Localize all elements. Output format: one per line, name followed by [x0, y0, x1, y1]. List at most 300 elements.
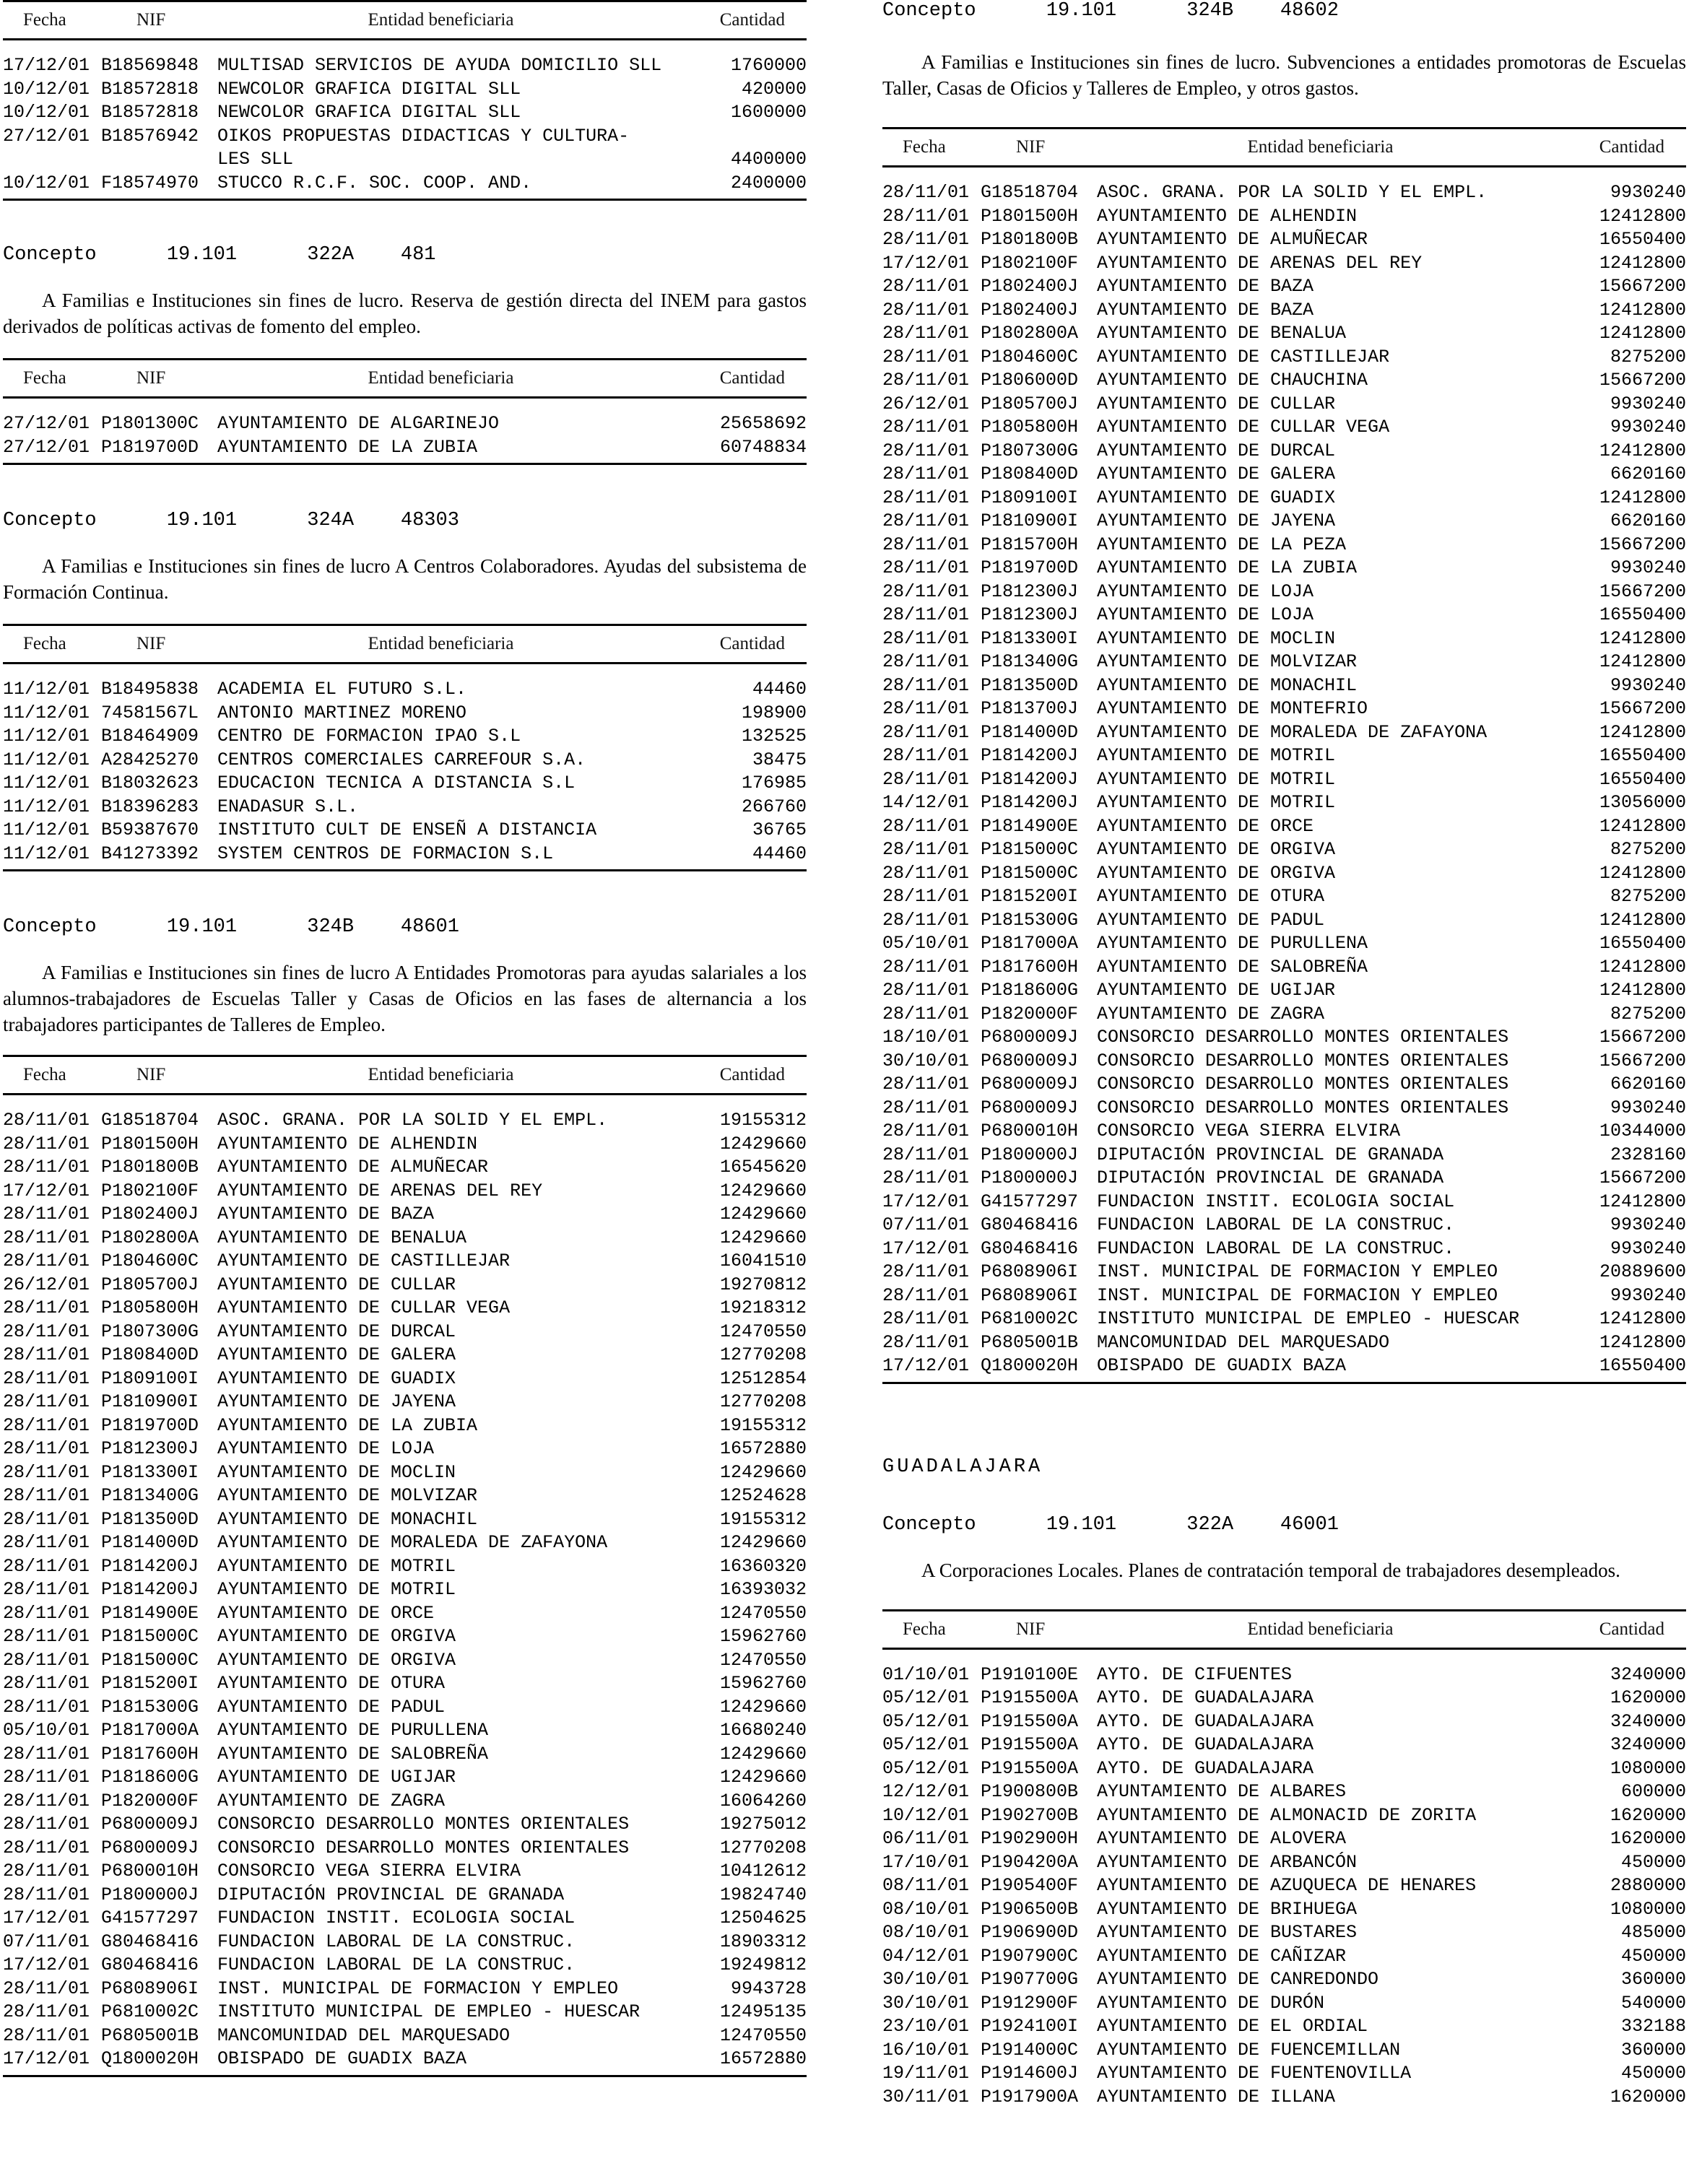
- row-fecha: 28/11/01: [3, 1367, 90, 1389]
- row-fecha: 17/12/01: [882, 252, 970, 274]
- row-fecha: 28/11/01: [882, 698, 970, 719]
- row-fecha: 11/12/01: [3, 773, 90, 793]
- row-entidad: AYUNTAMIENTO DE CAÑIZAR: [1097, 1945, 1347, 1967]
- row-nif: P1814200J: [101, 1579, 199, 1600]
- row-entidad: AYUNTAMIENTO DE LOJA: [1097, 604, 1314, 625]
- row-cantidad: 6620160: [1610, 1074, 1686, 1095]
- table-row: [882, 885, 1686, 909]
- row-entidad: AYTO. DE CIFUENTES: [1097, 1663, 1293, 1685]
- row-cantidad: 12470550: [719, 2024, 807, 2046]
- row-nif: P1912900F: [981, 1992, 1079, 2014]
- table-row: [882, 768, 1686, 792]
- row-nif: P1805800H: [101, 1297, 199, 1318]
- row-cantidad: 19824740: [719, 1884, 807, 1905]
- table-row: [882, 1780, 1686, 1804]
- row-cantidad: 12412800: [1599, 1331, 1686, 1353]
- table-row: [882, 1945, 1686, 1969]
- row-nif: P1800000J: [981, 1167, 1079, 1188]
- row-fecha: 28/11/01: [882, 1284, 970, 1306]
- row-nif: Q1800020H: [981, 1355, 1079, 1376]
- row-nif: P1817000A: [981, 933, 1079, 954]
- table-row: [882, 627, 1686, 651]
- table-row: [882, 1120, 1686, 1144]
- row-cantidad: 12429660: [719, 1743, 807, 1765]
- row-cantidad: 9930240: [1610, 1214, 1686, 1235]
- row-entidad: AYUNTAMIENTO DE PADUL: [1097, 909, 1325, 931]
- table-row: [3, 1555, 807, 1579]
- table-body: [3, 399, 807, 465]
- row-cantidad: 8275200: [1610, 886, 1686, 907]
- row-nif: P1817600H: [981, 956, 1079, 978]
- header-entidad: Entidad beneficiaria: [368, 634, 514, 653]
- row-cantidad: 450000: [1620, 1945, 1686, 1967]
- row-nif: P1807300G: [101, 1321, 199, 1342]
- table-row: [882, 393, 1686, 417]
- row-fecha: 28/11/01: [882, 721, 970, 743]
- row-cantidad: 6620160: [1610, 464, 1686, 484]
- table-row: [3, 1954, 807, 1978]
- row-fecha: 10/12/01: [882, 1804, 970, 1826]
- row-fecha: 11/12/01: [3, 819, 90, 840]
- table-row: [3, 1578, 807, 1602]
- row-fecha: 28/11/01: [3, 1626, 90, 1647]
- row-cantidad: 12412800: [1599, 909, 1686, 931]
- table-row: [3, 101, 807, 125]
- header-entidad: Entidad beneficiaria: [368, 1065, 514, 1084]
- row-entidad: AYUNTAMIENTO DE GALERA: [217, 1344, 456, 1365]
- table-row: [882, 2062, 1686, 2086]
- row-nif: P1814000D: [101, 1532, 199, 1553]
- row-cantidad: 16550400: [1599, 933, 1686, 954]
- row-nif: Q1800020H: [101, 2048, 199, 2069]
- row-nif: G80468416: [981, 1214, 1079, 1235]
- row-cantidad: 12429660: [719, 1227, 807, 1248]
- row-cantidad: 9930240: [1610, 1097, 1686, 1118]
- table-row: [882, 346, 1686, 370]
- row-entidad: INST. MUNICIPAL DE FORMACION Y EMPLEO: [1097, 1261, 1498, 1282]
- row-entidad: SYSTEM CENTROS DE FORMACION S.L: [217, 843, 554, 864]
- row-fecha: 28/11/01: [3, 1602, 90, 1624]
- table-row: [882, 463, 1686, 487]
- table-row: [3, 1672, 807, 1696]
- row-fecha: 08/10/01: [882, 1898, 970, 1920]
- row-fecha: 12/12/01: [882, 1781, 970, 1802]
- row-cantidad: 12412800: [1599, 980, 1686, 1001]
- table-row: [882, 1308, 1686, 1331]
- table-row: [882, 487, 1686, 510]
- row-fecha: 28/11/01: [882, 1144, 970, 1165]
- row-cantidad: 12770208: [719, 1391, 807, 1412]
- row-fecha: 28/11/01: [882, 651, 970, 672]
- row-cantidad: 15667200: [1599, 276, 1686, 297]
- row-cantidad: 16545620: [719, 1157, 807, 1178]
- row-fecha: 30/10/01: [882, 1050, 970, 1071]
- row-cantidad: 600000: [1620, 1781, 1686, 1802]
- row-cantidad: 60748834: [719, 436, 807, 458]
- row-nif: P1818600G: [101, 1767, 199, 1788]
- row-cantidad: 12512854: [719, 1367, 807, 1389]
- row-entidad: AYUNTAMIENTO DE LA ZUBIA: [217, 1414, 478, 1436]
- row-nif: B41273392: [101, 843, 199, 864]
- row-fecha: 10/12/01: [3, 78, 90, 100]
- row-cantidad: 19155312: [719, 1110, 807, 1131]
- row-fecha: 28/11/01: [3, 1696, 90, 1718]
- table-row: [3, 1649, 807, 1673]
- row-entidad: AYUNTAMIENTO DE ARENAS DEL REY: [1097, 252, 1423, 274]
- row-nif: P1812300J: [981, 580, 1079, 602]
- row-fecha: 28/11/01: [3, 1649, 90, 1671]
- row-cantidad: 12495135: [719, 2001, 807, 2022]
- row-entidad: AYUNTAMIENTO DE ALBARES: [1097, 1781, 1347, 1802]
- row-entidad: AYUNTAMIENTO DE LA PEZA: [1097, 534, 1347, 555]
- table-3: [3, 1055, 807, 2077]
- row-fecha: 06/11/01: [882, 1828, 970, 1849]
- row-entidad: AYUNTAMIENTO DE BRIHUEGA: [1097, 1898, 1358, 1920]
- row-nif: P1809100I: [101, 1367, 199, 1389]
- row-entidad: AYUNTAMIENTO DE ALMUÑECAR: [1097, 229, 1368, 250]
- row-nif: P1914000C: [981, 2039, 1079, 2061]
- row-cantidad: 176985: [741, 773, 807, 793]
- row-cantidad: 12429660: [719, 1532, 807, 1553]
- row-fecha: 05/12/01: [882, 1757, 970, 1779]
- row-fecha: 11/12/01: [3, 796, 90, 817]
- row-cantidad: 10344000: [1599, 1121, 1686, 1141]
- row-entidad: AYUNTAMIENTO DE LA ZUBIA: [1097, 557, 1358, 578]
- row-entidad: INSTITUTO MUNICIPAL DE EMPLEO - HUESCAR: [217, 2001, 641, 2022]
- table-row: [3, 1180, 807, 1204]
- row-cantidad: 540000: [1620, 1992, 1686, 2014]
- row-nif: G41577297: [981, 1191, 1079, 1212]
- row-entidad: AYTO. DE GUADALAJARA: [1097, 1687, 1314, 1708]
- table-row: [882, 416, 1686, 440]
- row-fecha: 28/11/01: [3, 1673, 90, 1694]
- header-cantidad: Cantidad: [719, 10, 785, 30]
- table-body: [882, 168, 1686, 1384]
- row-fecha: 28/11/01: [3, 1555, 90, 1577]
- row-entidad: MANCOMUNIDAD DEL MARQUESADO: [1097, 1331, 1390, 1353]
- table-row: [3, 796, 807, 819]
- row-cantidad: 12412800: [1599, 815, 1686, 837]
- header-fecha: Fecha: [23, 1065, 66, 1084]
- row-nif: P1800000J: [101, 1884, 199, 1905]
- table-header: [3, 358, 807, 399]
- table-row: [3, 1813, 807, 1837]
- row-cantidad: 16680240: [719, 1720, 807, 1741]
- row-cantidad: [677, 125, 807, 149]
- row-cantidad: 1620000: [1610, 1687, 1686, 1708]
- table-row: [882, 1261, 1686, 1284]
- row-cantidad: 12429660: [719, 1133, 807, 1154]
- row-entidad: AYUNTAMIENTO DE JAYENA: [1097, 510, 1336, 531]
- row-nif: P1813300I: [101, 1461, 199, 1483]
- row-nif: P1915500A: [981, 1757, 1079, 1779]
- row-entidad: AYUNTAMIENTO DE BAZA: [217, 1204, 435, 1224]
- row-entidad: AYUNTAMIENTO DE ORGIVA: [1097, 839, 1336, 860]
- row-cantidad: 18903312: [719, 1931, 807, 1952]
- row-entidad: AYUNTAMIENTO DE FUENTENOVILLA: [1097, 2063, 1412, 2084]
- row-cantidad: 16550400: [1599, 229, 1686, 250]
- row-entidad: AYUNTAMIENTO DE JAYENA: [217, 1391, 456, 1412]
- row-fecha: 28/11/01: [882, 980, 970, 1001]
- row-nif: P1801800B: [101, 1157, 199, 1178]
- row-nif: P1914600J: [981, 2063, 1079, 2084]
- row-nif: P1813500D: [101, 1508, 199, 1530]
- row-cantidad: 198900: [741, 702, 807, 723]
- table-row: [3, 1461, 807, 1485]
- row-nif: P1802100F: [981, 252, 1079, 274]
- row-cantidad: 1620000: [1610, 2086, 1686, 2107]
- row-cantidad: 10412612: [719, 1861, 807, 1881]
- row-entidad: FUNDACION LABORAL DE LA CONSTRUC.: [217, 1931, 576, 1952]
- row-cantidad: 6620160: [1610, 510, 1686, 531]
- row-cantidad: 12470550: [719, 1602, 807, 1624]
- row-entidad: OBISPADO DE GUADIX BAZA: [217, 2048, 467, 2069]
- table-row: [882, 1191, 1686, 1214]
- row-cantidad: 12524628: [719, 1485, 807, 1506]
- table-header: [882, 1609, 1686, 1650]
- row-nif: P1910100E: [981, 1663, 1079, 1685]
- row-entidad: AYUNTAMIENTO DE MOTRIL: [217, 1555, 456, 1577]
- row-cantidad: 16550400: [1599, 745, 1686, 766]
- row-entidad: AYUNTAMIENTO DE UGIJAR: [217, 1767, 456, 1788]
- row-nif: P1801500H: [101, 1133, 199, 1154]
- table-row: [3, 772, 807, 796]
- row-fecha: 28/11/01: [882, 886, 970, 907]
- row-nif: P1820000F: [981, 1003, 1079, 1024]
- header-entidad: Entidad beneficiaria: [1247, 1619, 1394, 1639]
- row-nif: G80468416: [101, 1954, 199, 1975]
- row-entidad: AYUNTAMIENTO DE OTURA: [217, 1673, 446, 1694]
- header-fecha: Fecha: [23, 634, 66, 653]
- row-cantidad: 19270812: [719, 1274, 807, 1295]
- row-entidad: AYUNTAMIENTO DE ARENAS DEL REY: [217, 1180, 543, 1201]
- row-nif: P1815300G: [101, 1696, 199, 1718]
- table-row: [3, 412, 807, 436]
- row-fecha: 17/12/01: [3, 2048, 90, 2069]
- row-fecha: 28/11/01: [882, 627, 970, 649]
- row-entidad: AYUNTAMIENTO DE SALOBREÑA: [1097, 956, 1368, 978]
- row-fecha: 28/11/01: [3, 1204, 90, 1224]
- table-row: [3, 1133, 807, 1157]
- row-nif: G80468416: [981, 1237, 1079, 1259]
- row-entidad: AYUNTAMIENTO DE CULLAR: [1097, 393, 1336, 414]
- row-cantidad: 2400000: [730, 172, 807, 193]
- row-entidad: AYUNTAMIENTO DE MORALEDA DE ZAFAYONA: [217, 1532, 608, 1553]
- row-nif: B18569848: [101, 55, 199, 76]
- row-entidad: AYUNTAMIENTO DE MORALEDA DE ZAFAYONA: [1097, 721, 1488, 743]
- table-row: [882, 252, 1686, 276]
- table-row: [882, 1073, 1686, 1097]
- row-entidad: AYUNTAMIENTO DE ILLANA: [1097, 2086, 1336, 2107]
- row-nif: P6800009J: [981, 1050, 1079, 1071]
- table-row: [882, 510, 1686, 534]
- row-nif: P1817000A: [101, 1720, 199, 1741]
- row-fecha: 11/12/01: [3, 679, 90, 700]
- row-fecha: 10/12/01: [3, 172, 90, 193]
- row-fecha: 05/12/01: [882, 1710, 970, 1732]
- row-nif: P1915500A: [981, 1687, 1079, 1708]
- row-fecha: 28/11/01: [3, 1837, 90, 1858]
- concept-line: Concepto 19.101 322A 481: [3, 244, 436, 266]
- row-fecha: 05/10/01: [3, 1720, 90, 1741]
- table-row: [3, 54, 807, 78]
- row-entidad: ASOC. GRANA. POR LA SOLID Y EL EMPL.: [1097, 182, 1488, 203]
- table-row: [882, 2015, 1686, 2039]
- row-entidad: AYUNTAMIENTO DE CASTILLEJAR: [1097, 346, 1390, 367]
- row-fecha: 28/11/01: [882, 299, 970, 321]
- row-nif: P1814200J: [981, 745, 1079, 766]
- row-fecha: 28/11/01: [3, 1532, 90, 1553]
- row-cantidad: 12504625: [719, 1907, 807, 1928]
- row-cantidad: 9943728: [730, 1978, 807, 1999]
- row-entidad: AYUNTAMIENTO DE DURCAL: [217, 1321, 456, 1342]
- row-cantidad: 15962760: [719, 1626, 807, 1647]
- table-header: [882, 127, 1686, 168]
- row-entidad: FUNDACION LABORAL DE LA CONSTRUC.: [217, 1954, 576, 1975]
- row-fecha: 28/11/01: [3, 1344, 90, 1365]
- row-entidad: AYUNTAMIENTO DE CHAUCHINA: [1097, 370, 1368, 391]
- row-cantidad: 12412800: [1599, 487, 1686, 508]
- row-fecha: 28/11/01: [882, 464, 970, 484]
- row-nif: P1813400G: [101, 1485, 199, 1506]
- row-entidad: AYUNTAMIENTO DE MONTEFRIO: [1097, 698, 1368, 719]
- row-cantidad: 15667200: [1599, 370, 1686, 391]
- row-fecha: 27/12/01: [3, 436, 90, 458]
- row-fecha: 17/12/01: [3, 1907, 90, 1928]
- table-row: [3, 2048, 807, 2071]
- table-header: [3, 0, 807, 40]
- row-entidad: CONSORCIO VEGA SIERRA ELVIRA: [217, 1861, 521, 1881]
- row-entidad: ASOC. GRANA. POR LA SOLID Y EL EMPL.: [217, 1110, 608, 1131]
- row-entidad: AYUNTAMIENTO DE PADUL: [217, 1696, 446, 1718]
- row-entidad: MULTISAD SERVICIOS DE AYUDA DOMICILIO SLL: [217, 55, 662, 76]
- row-nif: P1801500H: [981, 205, 1079, 227]
- table-row: [882, 1757, 1686, 1781]
- row-entidad: AYUNTAMIENTO DE GUADIX: [1097, 487, 1336, 508]
- row-nif: [101, 148, 217, 172]
- row-fecha: 26/12/01: [882, 393, 970, 414]
- row-cantidad: 9930240: [1610, 1237, 1686, 1259]
- row-fecha: 28/11/01: [3, 1110, 90, 1131]
- concept-line: Concepto 19.101 324B 48601: [3, 916, 459, 938]
- row-cantidad: 12412800: [1599, 299, 1686, 321]
- table-row: [3, 1884, 807, 1907]
- row-nif: P1804600C: [101, 1250, 199, 1271]
- row-entidad: CONSORCIO DESARROLLO MONTES ORIENTALES: [217, 1814, 630, 1835]
- table-row: [3, 749, 807, 773]
- table-row: [3, 702, 807, 726]
- row-entidad: DIPUTACIÓN PROVINCIAL DE GRANADA: [1097, 1167, 1444, 1188]
- row-fecha: 28/11/01: [882, 205, 970, 227]
- row-entidad: AYUNTAMIENTO DE MOCLIN: [217, 1461, 456, 1483]
- row-fecha: 17/10/01: [882, 1851, 970, 1873]
- row-nif: B18464909: [101, 726, 199, 747]
- row-fecha: 28/11/01: [3, 1579, 90, 1600]
- row-nif: P6810002C: [981, 1308, 1079, 1329]
- concept-description: A Familias e Instituciones sin fines de lucro. Subvenciones a entidades promotoras de Escuelas Taller, Casas de Oficios y Talleres de Empleo, y otros gastos.: [882, 51, 1686, 99]
- row-fecha: 28/11/01: [882, 956, 970, 978]
- row-entidad: AYUNTAMIENTO DE ALMUÑECAR: [217, 1157, 489, 1178]
- row-cantidad: 360000: [1620, 1969, 1686, 1990]
- row-cantidad: 16550400: [1599, 604, 1686, 625]
- table-row: [882, 909, 1686, 933]
- row-fecha: 28/11/01: [882, 1331, 970, 1353]
- row-nif: P1805800H: [981, 417, 1079, 438]
- table-row: [882, 1237, 1686, 1261]
- row-fecha: 26/12/01: [3, 1274, 90, 1295]
- header-cantidad: Cantidad: [1599, 1619, 1664, 1639]
- table-row: [882, 1968, 1686, 1992]
- row-nif: P1915500A: [981, 1734, 1079, 1755]
- row-entidad: AYUNTAMIENTO DE ORGIVA: [217, 1649, 456, 1671]
- row-entidad: CONSORCIO DESARROLLO MONTES ORIENTALES: [1097, 1074, 1509, 1095]
- row-entidad: AYUNTAMIENTO DE CULLAR: [217, 1274, 456, 1295]
- row-entidad: AYUNTAMIENTO DE ALHENDIN: [1097, 205, 1358, 227]
- row-fecha: 28/11/01: [3, 1861, 90, 1881]
- header-entidad: Entidad beneficiaria: [1247, 137, 1394, 157]
- row-nif: P1801800B: [981, 229, 1079, 250]
- row-entidad: AYUNTAMIENTO DE MOLVIZAR: [217, 1485, 478, 1506]
- table-row: [3, 172, 807, 196]
- row-entidad: CENTRO DE FORMACION IPAO S.L: [217, 726, 521, 747]
- row-nif: P1802400J: [981, 276, 1079, 297]
- row-nif: B18572818: [101, 102, 199, 123]
- row-nif: P6805001B: [981, 1331, 1079, 1353]
- row-fecha: 16/10/01: [882, 2039, 970, 2061]
- table-row: [3, 125, 807, 149]
- header-fecha: Fecha: [23, 368, 66, 388]
- row-cantidad: 12412800: [1599, 721, 1686, 743]
- row-entidad: AYUNTAMIENTO DE ALOVERA: [1097, 1828, 1347, 1849]
- row-entidad: AYUNTAMIENTO DE AZUQUECA DE HENARES: [1097, 1875, 1477, 1896]
- table-row: [3, 1696, 807, 1720]
- row-nif: P1814900E: [101, 1602, 199, 1624]
- table-4: [882, 127, 1686, 1384]
- table-row: [882, 1097, 1686, 1121]
- row-cantidad: 16572880: [719, 1438, 807, 1459]
- row-fecha: 28/11/01: [3, 1814, 90, 1835]
- row-nif: G41577297: [101, 1907, 199, 1928]
- row-fecha: 28/11/01: [3, 1884, 90, 1905]
- row-nif: P1806000D: [981, 370, 1079, 391]
- row-cantidad: 12429660: [719, 1461, 807, 1483]
- row-fecha: 28/11/01: [882, 276, 970, 297]
- row-entidad: AYUNTAMIENTO DE BENALUA: [1097, 323, 1347, 344]
- row-fecha: 28/11/01: [882, 1167, 970, 1188]
- row-nif: P1819700D: [101, 1414, 199, 1436]
- row-nif: B18396283: [101, 796, 199, 817]
- table-row: [882, 580, 1686, 604]
- row-nif: P6800009J: [981, 1074, 1079, 1095]
- row-fecha: 28/11/01: [882, 909, 970, 931]
- row-fecha: 17/12/01: [882, 1355, 970, 1376]
- table-row: [3, 1437, 807, 1461]
- row-cantidad: 20889600: [1599, 1261, 1686, 1282]
- table-row: [882, 1710, 1686, 1734]
- table-row: [882, 1284, 1686, 1308]
- table-row: [882, 651, 1686, 674]
- row-fecha: 28/11/01: [3, 2001, 90, 2022]
- row-nif: P1809100I: [981, 487, 1079, 508]
- table-row: [3, 1978, 807, 2001]
- row-cantidad: 12429660: [719, 1180, 807, 1201]
- row-fecha: 28/11/01: [3, 1438, 90, 1459]
- row-fecha: 28/11/01: [3, 1485, 90, 1506]
- row-entidad: CONSORCIO DESARROLLO MONTES ORIENTALES: [217, 1837, 630, 1858]
- row-fecha: 28/11/01: [3, 1297, 90, 1318]
- row-entidad: AYUNTAMIENTO DE FUENCEMILLAN: [1097, 2039, 1401, 2061]
- row-cantidad: 12429660: [719, 1767, 807, 1788]
